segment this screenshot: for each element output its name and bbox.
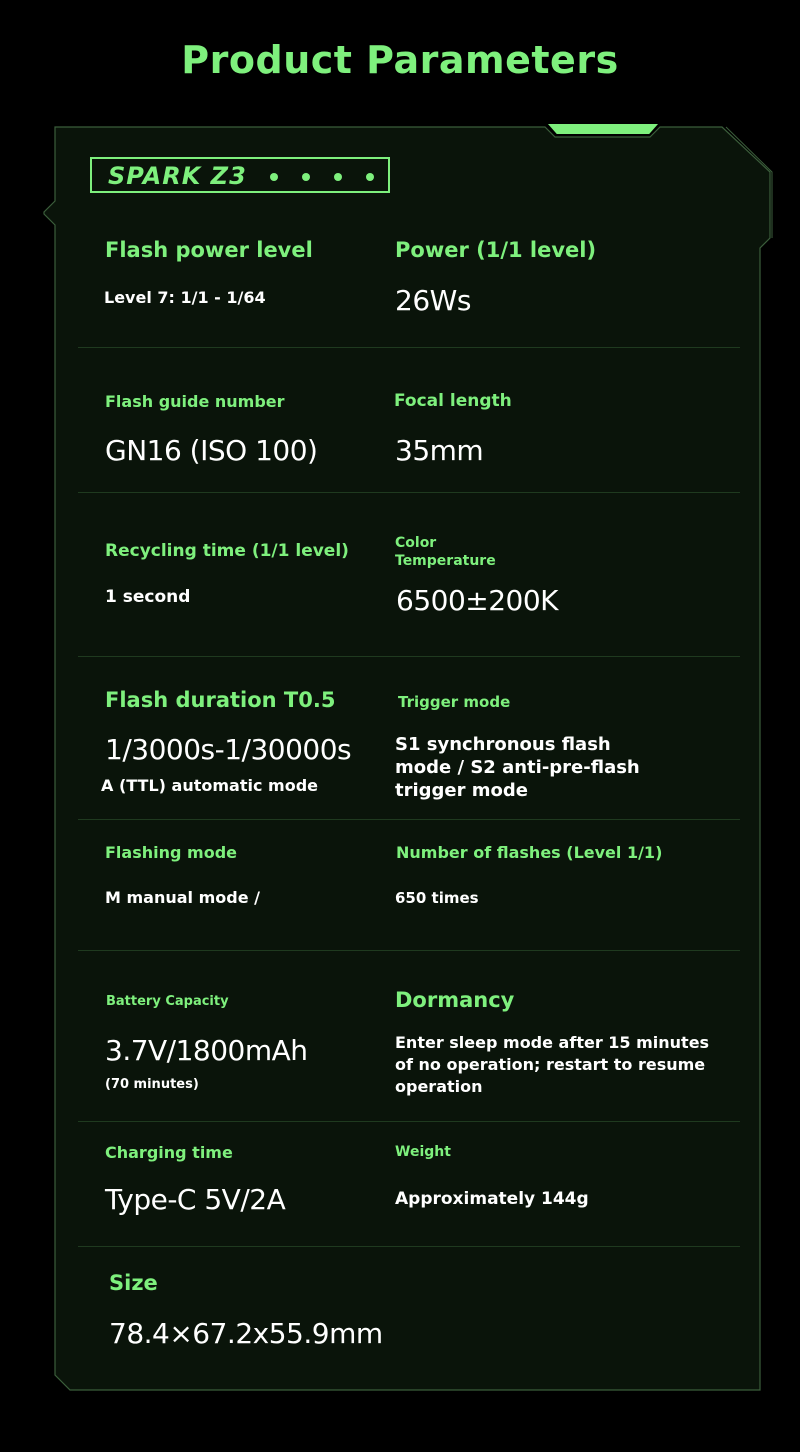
logo-text: SPARK Z3 (108, 162, 247, 190)
color-temperature-label-2: Temperature (395, 553, 496, 569)
focal-length-label: Focal length (394, 391, 512, 411)
flash-duration-value: 1/3000s-1/30000s (105, 733, 352, 766)
guide-number-label: Flash guide number (105, 392, 285, 411)
power-value: 26Ws (395, 284, 471, 317)
brand-logo (90, 157, 390, 193)
number-of-flashes-label: Number of flashes (Level 1/1) (396, 843, 663, 862)
row-divider (78, 656, 740, 657)
row-divider (78, 819, 740, 820)
row-divider (78, 1121, 740, 1122)
guide-number-value: GN16 (ISO 100) (105, 434, 318, 467)
battery-capacity-extra: (70 minutes) (105, 1077, 199, 1092)
dormancy-label: Dormancy (395, 988, 515, 1012)
logo-dots (270, 173, 374, 181)
flash-power-level-value: Level 7: 1/1 - 1/64 (104, 288, 266, 307)
color-temperature-label-1: Color (395, 535, 437, 551)
panel-tab (548, 124, 658, 134)
dot-icon (270, 173, 278, 181)
trigger-mode-label: Trigger mode (398, 693, 511, 711)
dot-icon (366, 173, 374, 181)
number-of-flashes-value: 650 times (395, 889, 479, 907)
weight-value: Approximately 144g (395, 1189, 589, 1209)
dot-icon (334, 173, 342, 181)
focal-length-value: 35mm (395, 434, 484, 467)
dormancy-value: Enter sleep mode after 15 minutes of no operation; restart to resume operation (395, 1033, 710, 1096)
size-label: Size (109, 1271, 158, 1295)
recycling-time-value: 1 second (105, 587, 191, 607)
flash-duration-extra: A (TTL) automatic mode (101, 776, 318, 795)
trigger-mode-value: S1 synchronous flash mode / S2 anti-pre-flash trigger mode (395, 734, 640, 801)
charging-time-value: Type-C 5V/2A (105, 1183, 286, 1216)
row-divider (78, 492, 740, 493)
power-label: Power (1/1 level) (395, 238, 597, 262)
weight-label: Weight (395, 1144, 451, 1160)
page-title: Product Parameters (181, 38, 619, 82)
battery-capacity-value: 3.7V/1800mAh (105, 1034, 308, 1067)
row-divider (78, 950, 740, 951)
row-divider (78, 347, 740, 348)
color-temperature-value: 6500±200K (396, 584, 559, 617)
dot-icon (302, 173, 310, 181)
flash-power-level-label: Flash power level (105, 238, 313, 262)
charging-time-label: Charging time (105, 1143, 233, 1162)
size-value: 78.4×67.2x55.9mm (109, 1317, 383, 1350)
flashing-mode-value: M manual mode / (105, 888, 260, 907)
flash-duration-label: Flash duration T0.5 (105, 688, 336, 712)
recycling-time-label: Recycling time (1/1 level) (105, 541, 349, 561)
flashing-mode-label: Flashing mode (105, 843, 237, 862)
row-divider (78, 1246, 740, 1247)
battery-capacity-label: Battery Capacity (106, 994, 229, 1009)
